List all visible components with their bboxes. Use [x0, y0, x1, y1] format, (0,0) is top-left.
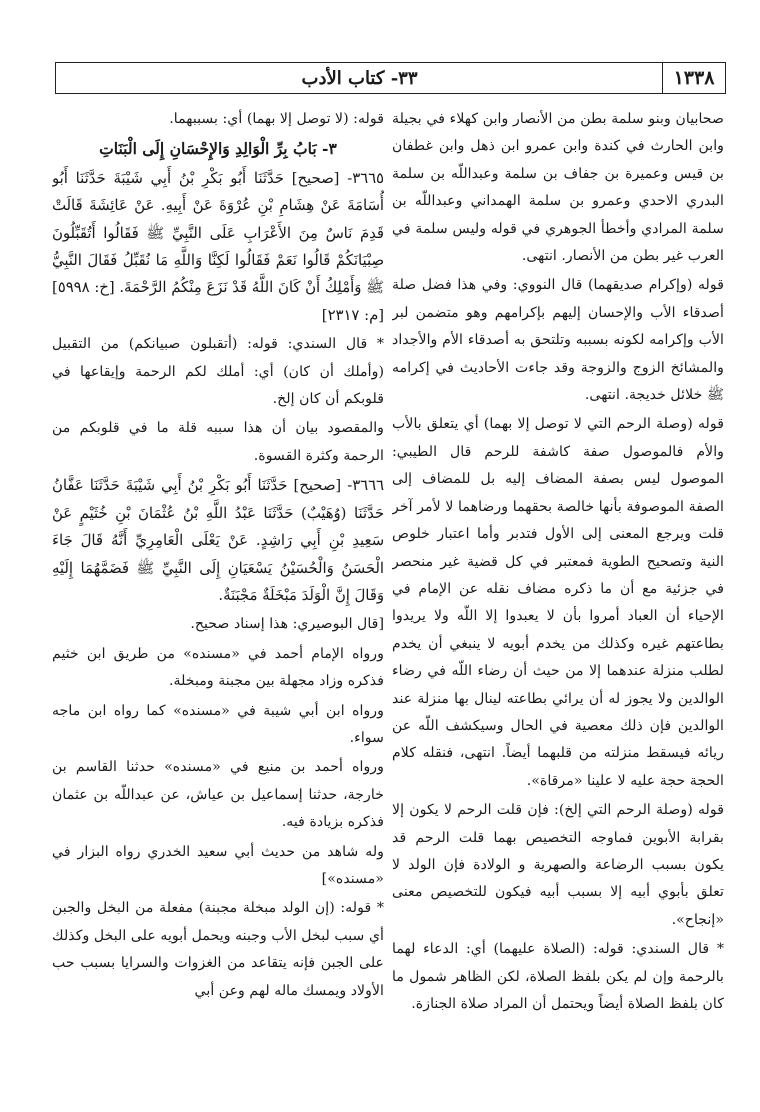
- commentary-paragraph: وله شاهد من حديث أبي سعيد الخدري رواه البزار في «مسنده»]: [52, 843, 384, 887]
- commentary-paragraph: قوله (وصلة الرحم التي إلخ): فإن قلت الرحم لا يكون إلا بقرابة الأبوين فماوجه التخصيص بهما قلت الرحم قد يكون بسبب الرضاعة والصهرية و الولادة فإن الولد لا تعلق بأبوي أبيه إلا بسبب أبيه فيكون للتخصيص معنى «إنجاح».: [392, 802, 724, 928]
- commentary-paragraph: ورواه أحمد بن منيع في «مسنده» حدثنا القاسم بن خارجة، حدثنا إسماعيل بن عياش، عن عبداللّه بن عثمان فذكره بزيادة فيه.: [52, 759, 384, 831]
- chapter-heading: ٣- بَابُ بِرِّ الْوَالِدِ وَالإِحْسَانِ إِلَى الْبَنَاتِ: [99, 139, 337, 159]
- commentary-paragraph: والمقصود بيان أن هذا سببه قلة ما في قلوبكم من الرحمة وكثرة القسوة.: [52, 420, 384, 464]
- intro-note: قوله: (لا توصل إلا بهما) أي: بسببهما.: [169, 111, 384, 127]
- commentary-paragraph: قوله (وإكرام صديقهما) قال النووي: وفي هذا فضل صلة أصدقاء الأب والإحسان إليهم بإكرامهم وهو متضمن لبر الأب وإكرامه لكونه بسببه وتلتحق به أصدقاء الأم والأجداد والمشائخ الزوج والزوجة وقد جاءت الأحاديث في إكرامه ﷺ خلائل خديجة. انتهى.: [392, 277, 724, 404]
- commentary-paragraph: * قال السندي: قوله: (الصلاة عليهما) أي: الدعاء لهما بالرحمة وإن لم يكن بلفظ الصلاة، لكن الظاهر شمول ما كان بلفظ الصلاة أيضاً ويحتمل أن المراد صلاة الجنازة.: [392, 941, 724, 1012]
- page-header: [55, 62, 726, 94]
- commentary-paragraph: * قال السندي: قوله: (أتقبلون صبيانكم) من التقبيل (وأملك أن كان) أي: أملك لكم الرحمة وإيقاعها في قلوبكم أن كان إلخ.: [52, 336, 384, 408]
- book-title: ٣٣- كتاب الأدب: [301, 67, 418, 89]
- commentary-paragraph: ورواه ابن أبي شيبة في «مسنده» كما رواه ابن ماجه سواء.: [52, 702, 384, 746]
- commentary-paragraph: ورواه الإمام أحمد في «مسنده» من طريق ابن خثيم فذكره وزاد مجهلة بين مجبنة ومبخلة.: [52, 645, 384, 690]
- commentary-paragraph: [قال البوصيري: هذا إسناد صحيح.: [190, 616, 384, 633]
- commentary-paragraph: * قوله: (إن الولد مبخلة مجبنة) مفعلة من البخل والجبن أي سبب لبخل الأب وجبنه ويحمل أبويه على البخل وكذلك على الجبن فإنه يتقاعد من الغزوات والسرايا بسبب حب الأولاد ويمسك ماله لهم وعن أبي: [52, 900, 384, 999]
- left-column: [52, 106, 384, 1096]
- hadith-3666: ٣٦٦٦- [صحيح] حَدَّثَنَا أَبُو بَكْرِ بْنُ أَبِي شَيْبَةَ حَدَّثَنَا عَفَّانُ حَدَّثَنَا (وُهَيْبٌ) حَدَّثَنَا عَبْدُ اللَّهِ بْنُ عُثْمَانَ بْنِ خُثَيْمٍ عَنْ سَعِيدِ بْنِ أَبِي رَاشِدٍ. عَنْ يَعْلَى الْعَامِرِيِّ أَنَّهُ قَالَ جَاءَ الْحَسَنُ وَالْحُسَيْنُ يَسْعَيَانِ إِلَى النَّبِيِّ ﷺ فَضَمَّهُمَا إِلَيْهِ وَقَالَ إِنَّ الْوَلَدَ مَبْخَلَةٌ مَجْبَنَةٌ.: [52, 477, 384, 604]
- page-number: ١٣٣٨: [662, 63, 725, 93]
- commentary-paragraph: صحابيان وبنو سلمة بطن من الأنصار وابن كهلاء في بجيلة وابن الحارث في كندة وابن عمرو ابن ذهل وابن غطفان بن قيس وعميرة بن جفاف بن سلمة وعبداللّه بن سلمة البدري الاحدي وعمرو بن سلمة الهمداني وعبداللّه بن سلمة المرادي وأخطأ الجوهري في قوله وليس سلمة في العرب غير بطن من الأنصار. انتهى.: [392, 111, 724, 265]
- hadith-3665: ٣٦٦٥- [صحيح] حَدَّثَنَا أَبُو بَكْرِ بْنُ أَبِي شَيْبَةَ حَدَّثَنَا أَبُو أُسَامَةَ عَنْ هِشَامِ بْنِ عُرْوَةَ عَنْ أَبِيهِ. عَنْ عَائِشَةَ قَالَتْ قَدِمَ نَاسٌ مِنَ الأَعْرَابِ عَلَى النَّبِيِّ ﷺ فَقَالُوا أَتُقَبِّلُونَ صِبْيَانَكُمْ قَالُوا نَعَمْ فَقَالُوا لَكِنَّا وَاللَّهِ مَا نُقَبِّلُ فَقَالَ النَّبِيُّ ﷺ وَأَمْلِكُ أَنْ كَانَ اللَّهُ قَدْ نَزَعَ مِنْكُمُ الرَّحْمَةَ. [خ: ٥٩٩٨] [م: ٢٣١٧]: [52, 169, 384, 324]
- right-column: [392, 106, 724, 1096]
- commentary-paragraph: قوله (وصلة الرحم التي لا توصل إلا بهما) أي يتعلق بالأب والأم فالموصول صفة كاشفة للرحم قال الطيبي: الموصول ليس بصفة المضاف إليه بل للمضاف إلى الصفة الموصوفة بأنها خالصة بحقهما ورضاهما لا لأمر آخر قلت ويرجع المعنى إلى الأول فتدبر وأما اعتبار خلوص النية وتصحيح الطوية فمعتبر في كل قضية غير منحصر في جزئية مع أن ما ذكره مضاف نقله عن الإمام في الإحياء أن العباد أمروا بأن لا يعبدوا إلا اللّه ولا يريدوا بطاعتهم غيره وكذلك من يخدم أبويه لا ينبغي أن يخدم لطلب منزلة عندهما إلا من حيث أن رضاء اللّه في رضاء الوالدين ولا يجوز له أن يرائي بطاعته لينال بها منزلة عند الوالدين فإن ذلك معصية في الحال وسيكشف اللّه عن ريائه فيسقط منزلته من قلبهما أيضاً. انتهى، فنقله كلام الحجة حجة عليه لا علينا «مرقاة».: [392, 416, 724, 789]
